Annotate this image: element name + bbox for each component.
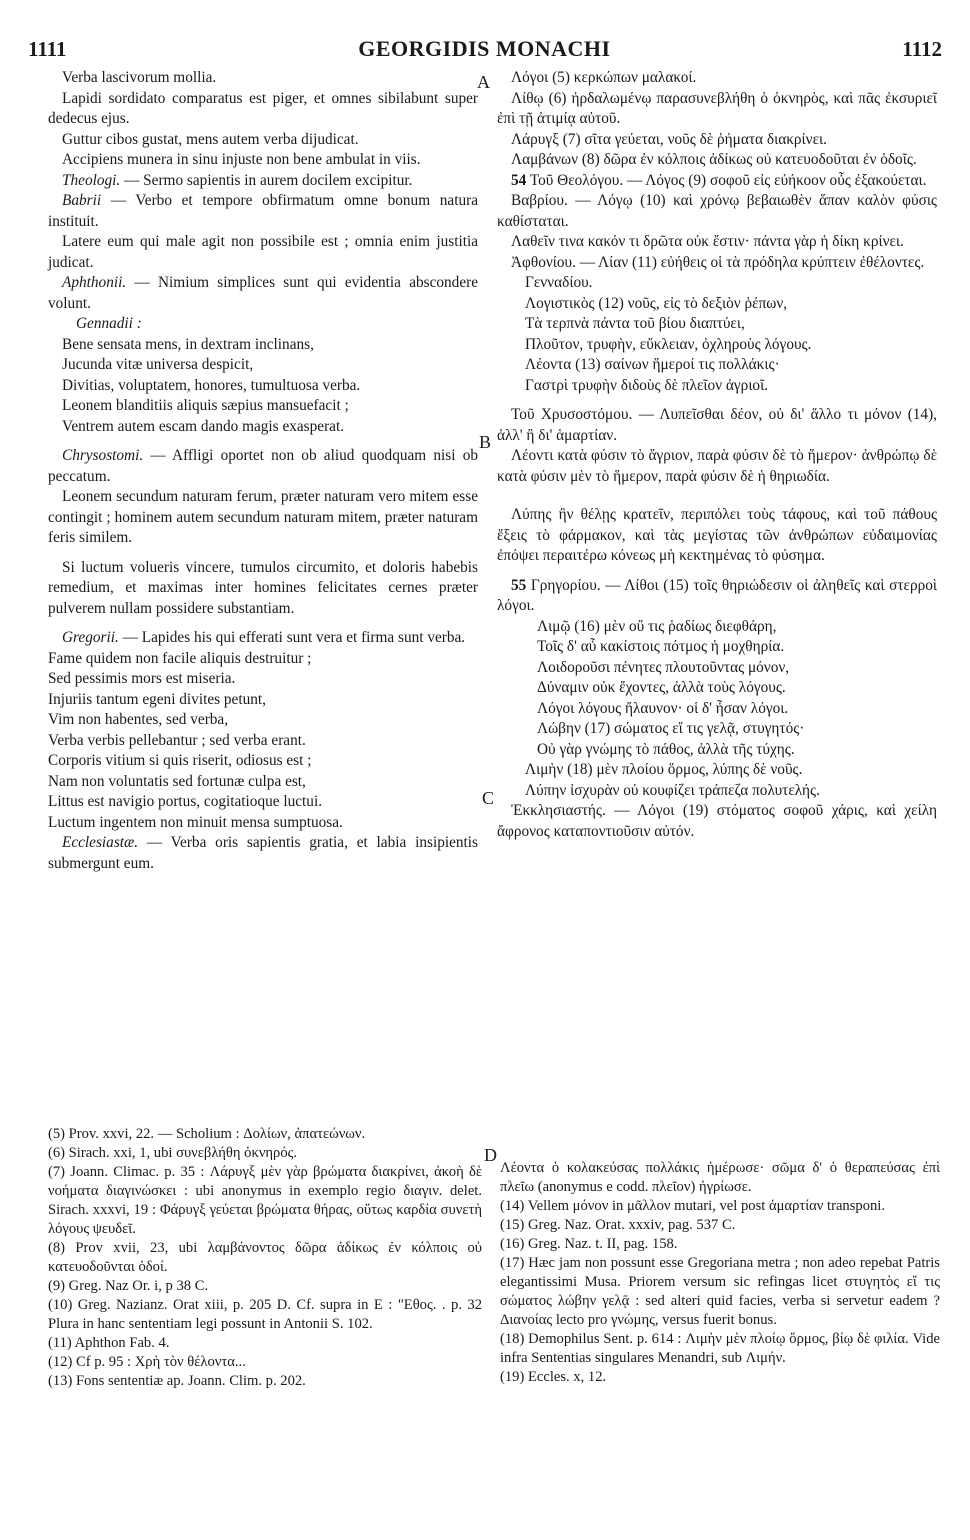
left-page-number: 1111	[28, 36, 67, 61]
footnotes-left	[48, 1125, 482, 1391]
footnote: (18) Demophilus Sent. p. 614 : Λιμὴν μὲν πλοίῳ ὅρμος, βίῳ δὲ φιλία. Vide infra Sententias singulares Menandri, sub Λιμήν.	[500, 1331, 940, 1366]
right-page-number: 1112	[902, 36, 942, 61]
footnote: (14) Vellem μόνον in μᾶλλον mutari, vel post ἁμαρτίαν transponi.	[500, 1198, 886, 1214]
author-name: Theologi.	[62, 171, 121, 189]
spacer	[48, 619, 478, 628]
footnote: (19) Eccles. x, 12.	[500, 1369, 607, 1385]
verse-line: Vim non habentes, sed verba,	[48, 711, 229, 728]
greek-paragraph: Τοῦ Χρυσοστόμου. — Λυπεῖσθαι δέον, οὐ δι' ἄλλο τι μόνον (14), ἀλλ' ἢ δι' ἁμαρτίαν.	[497, 406, 937, 444]
verse-line: Luctum ingentem non minuit mensa sumptuosa.	[48, 813, 343, 831]
greek-paragraph: Λαθεῖν τινα κακόν τι δρῶτα οὐκ ἔστιν· πάντα γὰρ ἡ δίκη κρίνει.	[511, 233, 904, 250]
spacer	[497, 496, 937, 505]
footnote: (11) Aphthon Fab. 4.	[48, 1335, 170, 1351]
latin-paragraph	[48, 628, 478, 649]
footnote: (6) Sirach. xxi, 1, ubi συνεβλήθη ὀκνηρός.	[48, 1145, 298, 1161]
sentence-text: Γρηγορίου. — Λίθοι (15) τοῖς θηριώδεσιν οἱ ἀληθεῖς καὶ στερροὶ λόγοι.	[497, 576, 937, 614]
latin-paragraph: Guttur cibos gustat, mens autem verba dijudicat.	[62, 130, 359, 148]
latin-paragraph	[48, 273, 478, 314]
verse-line: Λόγοι λόγους ἤλαυνον· οἱ δ' ἦσαν λόγοι.	[537, 699, 789, 717]
verse-line: Ventrem autem escam dando magis exasperat.	[62, 417, 345, 435]
sentence-text: — Verbo et tempore obfirmatum omne bonum natura instituit.	[48, 192, 478, 230]
footnote: (5) Prov. xxvi, 22. — Scholium : Δολίων, ἀπατεώνων.	[48, 1126, 366, 1142]
verse-line: Λοιδοροῦσι πένητες πλουτοῦντας μόνον,	[537, 658, 790, 676]
section-marker-c: C	[482, 788, 495, 808]
section-marker-a: A	[477, 72, 490, 92]
verse-line: Λογιστικὸς (12) νοῦς, εἰς τὸ δεξιὸν ῥέπων,	[525, 294, 788, 312]
verse-line: Τοῖς δ' αὖ κακίστοις πότμος ἡ μοχθηρία.	[537, 638, 785, 655]
footnote: (10) Greg. Nazianz. Orat xiii, p. 205 D. Cf. supra in E : "Εθος. . p. 32 Plura in hanc sententiam legi possunt in Antonii S. 102.	[48, 1297, 482, 1332]
author-name: Aphthonii.	[62, 274, 127, 291]
verse-line: Bene sensata mens, in dextram inclinans,	[62, 335, 314, 353]
greek-paragraph: Λέοντι κατὰ φύσιν τὸ ἄγριον, παρὰ φύσιν δὲ τὸ ἥμερον· ἀνθρώπῳ δὲ κατὰ φύσιν μὲν τὸ ἥμερον, παρὰ φύσιν δὲ ἡ θηριωδία.	[497, 447, 937, 485]
latin-paragraph: Leonem secundum naturam ferum, præter naturam vero mitem esse contingit ; hominem autem secundum naturam mitem, præter naturam feris similem.	[48, 488, 478, 546]
verse-line: Λιμὴν (18) μὲν πλοίου ὅρμος, λύπης δὲ νοῦς.	[525, 761, 803, 778]
sentence-text: Τοῦ Θεολόγου. — Λόγος (9) σοφοῦ εἰς εὐήκοον οὖς ἐξακούεται.	[526, 171, 927, 189]
section-marker-d: D	[484, 1145, 497, 1165]
verse-line: Τὰ τερπνὰ πάντα τοῦ βίου διαπτύει,	[525, 315, 745, 332]
verse-line: Verba verbis pellebantur ; sed verba erant.	[48, 731, 306, 749]
section-number: 54	[511, 171, 527, 189]
footnotes-right	[500, 1159, 940, 1387]
greek-paragraph	[497, 576, 937, 617]
latin-paragraph: Verba lascivorum mollia.	[62, 69, 217, 86]
sentence-text: — Affligi oportet non ob aliud quodquam nisi ob peccatum.	[48, 447, 478, 485]
spacer	[497, 396, 937, 405]
footnote: (7) Joann. Climac. p. 35 : Λάρυγξ μὲν γὰρ βρώματα διακρίνει, ἀκοὴ δὲ νοήματα διαγινώσκει : ubi anonymus in exemplo regio διαγιν. delet. Sirach. xxxvi, 19 : Φάρυγξ γεύεται βρώματα θήρας, οὕτως καρδία συνετὴ λόγους ψευδεῖ.	[48, 1164, 482, 1237]
verse-line: Divitias, voluptatem, honores, tumultuosa verba.	[62, 376, 361, 394]
verse-line: Nam non voluntatis sed fortunæ culpa est,	[48, 772, 306, 790]
greek-paragraph: Λαμβάνων (8) δῶρα ἐν κόλποις ἀδίκως οὐ κατευοδοῦται ἐν ὁδοῖς.	[511, 151, 917, 168]
author-name: Γενναδίου.	[525, 274, 593, 291]
verse-line: Λέοντα (13) σαίνων ἥμεροί τις πολλάκις·	[525, 356, 780, 373]
verse-line: Fame quidem non facile aliquis destruitur ;	[48, 649, 312, 667]
verse-line: Injuriis tantum egeni divites petunt,	[48, 690, 266, 708]
footnote: Λέοντα ὁ κολακεύσας πολλάκις ἡμέρωσε· σῶμα δ' ὁ θεραπεύσας ἐπὶ πλεῖω (anonymus e codd. πλεῖον) ἠγρίωσε.	[500, 1160, 940, 1195]
footnote: (8) Prov xvii, 23, ubi λαμβάνοντος δῶρα ἀδίκως ἐν κόλποις οὐ κατευοδοῦνται ὁδοί.	[48, 1240, 482, 1275]
latin-paragraph: Latere eum qui male agit non possibile est ; omnia enim justitia judicat.	[48, 233, 478, 271]
section-marker-b: B	[479, 432, 492, 452]
author-name: Gennadii :	[76, 315, 142, 332]
greek-paragraph: Λάρυγξ (7) σῖτα γεύεται, νοῦς δὲ ῥήματα διακρίνει.	[511, 130, 827, 148]
greek-paragraph: Ἐκκλησιαστής. — Λόγοι (19) στόματος σοφοῦ χάρις, καὶ χείλη ἄφρονος καταποντιοῦσιν αὐτόν.	[497, 802, 937, 840]
footnote: (13) Fons sententiæ ap. Joann. Clim. p. 202.	[48, 1373, 306, 1389]
latin-paragraph	[48, 446, 478, 487]
footnote: (16) Greg. Naz. t. II, pag. 158.	[500, 1236, 678, 1252]
footnote: (9) Greg. Naz Or. i, p 38 C.	[48, 1278, 209, 1294]
verse-line: Sed pessimis mors est miseria.	[48, 670, 236, 687]
greek-column	[497, 68, 937, 842]
verse-line: Corporis vitium si quis riserit, odiosus est ;	[48, 752, 312, 769]
latin-column	[48, 68, 478, 874]
verse-line: Οὐ γὰρ γνώμης τὸ πάθος, ἀλλὰ τῆς τύχης.	[537, 740, 795, 758]
greek-paragraph: Ἀφθονίου. — Λίαν (11) εὐήθεις οἱ τὰ πρόδηλα κρύπτειν ἐθέλοντες.	[511, 253, 925, 271]
verse-line: Λιμῷ (16) μὲν οὔ τις ῥαδίως διεφθάρη,	[537, 617, 777, 635]
latin-paragraph	[48, 833, 478, 874]
running-title: GEORGIDIS MONACHI	[358, 36, 611, 61]
latin-paragraph: Si luctum volueris vincere, tumulos circumito, et doloris habebis remedium, et maximas inter homines felicitates cernes præter pulverem nullam possidere substantiam.	[48, 558, 478, 617]
verse-line: Δύναμιν οὐκ ἔχοντες, ἀλλὰ τοὺς λόγους.	[537, 679, 786, 696]
verse-line: Littus est navigio portus, cogitatioque luctui.	[48, 793, 323, 810]
greek-paragraph: Λύπης ἢν θέλῃς κρατεῖν, περιπόλει τοὺς τάφους, καὶ τοῦ πάθους ἕξεις τὸ φάρμακον, καὶ τὰς μεγίστας τῶν ἀνθρώπων εὐδαιμονίας ἐπόψει περαιτέρω κόνεως μὴ κεκτημένας τὸ φύσημα.	[497, 506, 937, 564]
verse-line: Γαστρὶ τρυφὴν διδοὺς δὲ πλεῖον ἀγριοῖ.	[525, 376, 769, 394]
spacer	[48, 549, 478, 558]
sentence-text: — Nimium simplices sunt qui evidentia abscondere volunt.	[48, 274, 478, 312]
footnote: (17) Hæc jam non possunt esse Gregoriana metra ; non adeo repebat Patris elegantissimi Musa. Priorem versum sic refingas licet στυγητὸς εἴ τις σώματος λώβην γελᾷ : sed alteri quid facies, verba si servetur eadem ? Διανοίας lecto pro γνώμης, versus fuerit bonus.	[500, 1255, 940, 1328]
spacer	[497, 487, 937, 496]
sentence-text: — Lapides his qui efferati sunt vera et firma sunt verba.	[118, 629, 466, 646]
verse-line: Πλοῦτον, τρυφὴν, εὔκλειαν, ὀχληροὺς λόγους.	[525, 335, 812, 353]
author-name: Ecclesiastæ.	[62, 834, 139, 851]
section-number: 55	[511, 576, 527, 594]
footnote: (15) Greg. Naz. Orat. xxxiv, pag. 537 C.	[500, 1217, 736, 1233]
greek-paragraph	[497, 171, 937, 192]
latin-paragraph	[48, 171, 478, 192]
verse-line: Λύπην ἰσχυρὰν οὐ κουφίζει τράπεζα πολυτελής.	[525, 781, 820, 799]
greek-paragraph: Λόγοι (5) κερκώπων μαλακοί.	[511, 69, 697, 86]
footnote: (12) Cf p. 95 : Χρὴ τὸν θέλοντα...	[48, 1354, 246, 1370]
author-name: Gregorii.	[62, 629, 119, 646]
latin-paragraph: Lapidi sordidato comparatus est piger, et omnes sibilabunt super dedecus ejus.	[48, 89, 478, 127]
latin-paragraph: Accipiens munera in sinu injuste non bene ambulat in viis.	[62, 151, 421, 168]
author-name: Chrysostomi.	[62, 447, 144, 464]
greek-paragraph: Λίθῳ (6) ἠρδαλωμένῳ παρασυνεβλήθη ὁ ὀκνηρὸς, καὶ πᾶς ἐκσυριεῖ ἐπὶ τῇ ἀτιμίᾳ αὐτοῦ.	[497, 89, 937, 127]
author-name: Babrii	[62, 192, 102, 209]
verse-line: Λώβην (17) σώματος εἴ τις γελᾷ, στυγητός·	[537, 720, 805, 737]
spacer	[48, 437, 478, 446]
latin-paragraph	[48, 191, 478, 232]
sentence-text: — Sermo sapientis in aurem docilem excipitur.	[120, 171, 413, 189]
greek-paragraph: Βαβρίου. — Λόγῳ (10) καὶ χρόνῳ βεβαιωθὲν ἅπαν καλὸν φύσις καθίσταται.	[497, 192, 937, 230]
sentence-text: — Verba oris sapientis gratia, et labia insipientis submergunt eum.	[48, 834, 478, 872]
spacer	[497, 567, 937, 576]
page-header	[28, 34, 942, 64]
verse-line: Leonem blanditiis aliquis sæpius mansuefacit ;	[62, 397, 349, 414]
verse-line: Jucunda vitæ universa despicit,	[62, 356, 254, 373]
